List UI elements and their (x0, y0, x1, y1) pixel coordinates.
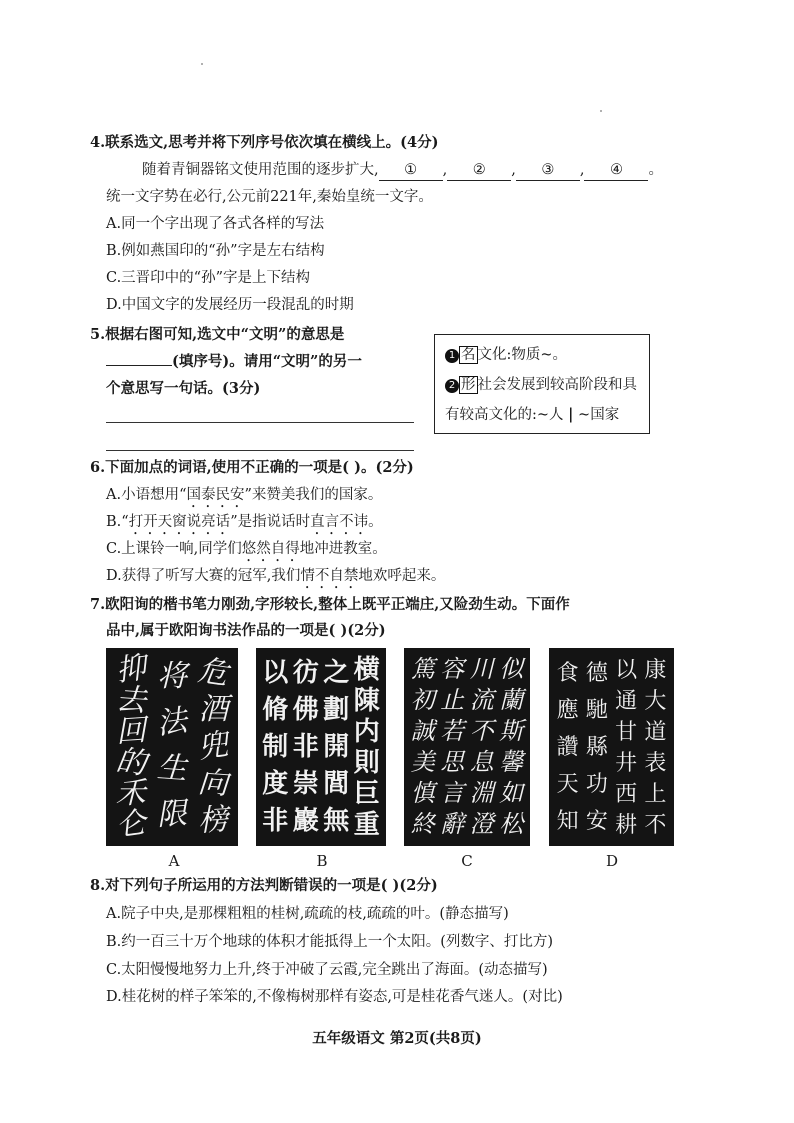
question-4-passage-line-1: 随着青铜器铭文使用范围的逐步扩大, ① , ② , ③ , ④ 。 (142, 160, 663, 181)
circled-number-1: 1 (445, 349, 459, 363)
calligraphy-character: 安 (585, 808, 608, 833)
calligraphy-character: 蘭 (499, 686, 524, 714)
calligraphy-character: 度 (262, 769, 289, 798)
separator: | (568, 406, 574, 423)
scan-speck (201, 63, 203, 65)
calligraphy-character: 辭 (440, 810, 465, 838)
calligraphy-character: 若 (440, 717, 465, 745)
label-c: C (461, 852, 473, 870)
calligraphy-character: 之 (323, 658, 350, 687)
calligraphy-character: 通 (615, 688, 638, 713)
question-6-option-a (106, 485, 382, 511)
definition-box (434, 334, 650, 434)
calligraphy-character: 止 (440, 686, 465, 714)
calligraphy-character: 仑 (113, 805, 148, 844)
calligraphy-character: 的 (113, 743, 148, 782)
question-4-passage-line-2: 统一文字势在必行,公元前221年,秦始皇统一文字。 (106, 189, 433, 205)
question-6-option-c (106, 539, 387, 565)
label-d: D (605, 852, 619, 870)
calligraphy-character: 流 (469, 686, 494, 714)
definition-2-text-2: 有较高文化的:~人 (445, 407, 564, 423)
calligraphy-character: 甘 (615, 719, 638, 744)
answer-blank-3[interactable]: ③ (516, 160, 580, 181)
calligraphy-column (467, 654, 497, 840)
calligraphy-character: 篤 (410, 655, 435, 683)
calligraphy-sample-d (549, 648, 674, 846)
definition-1 (445, 345, 567, 365)
option-text: 。 (368, 514, 383, 530)
calligraphy-character: 無 (323, 806, 350, 835)
calligraphy-sample-a (106, 648, 238, 846)
calligraphy-character: 劃 (323, 695, 350, 724)
option-text: B.“ (106, 514, 129, 530)
question-8-option-c: C.太阳慢慢地努力上升,终于冲破了云霞,完全跳出了海面。(动态描写) (106, 962, 548, 978)
calligraphy-character: 上 (644, 781, 667, 806)
answer-blank-1[interactable]: ① (379, 160, 443, 181)
calligraphy-character: 非 (292, 732, 319, 761)
option-text: C.上课铃一响,同学们 (106, 541, 242, 557)
calligraphy-character: 誠 (410, 717, 435, 745)
question-5-line-2 (106, 352, 362, 372)
calligraphy-character: 縣 (585, 734, 608, 759)
calligraphy-character: 馳 (585, 697, 608, 722)
calligraphy-character: 閭 (323, 769, 350, 798)
dotted-word: 情不自禁 (300, 568, 359, 584)
calligraphy-character: 向 (197, 764, 230, 803)
calligraphy-character: 井 (615, 750, 638, 775)
question-5-line-2-text: (填序号)。请用“文明”的另一 (172, 353, 362, 370)
calligraphy-character: 康 (644, 657, 667, 682)
question-8-option-a: A.院子中央,是那棵粗粗的桂树,疏疏的枝,疏疏的叶。(静态描写) (106, 906, 509, 922)
calligraphy-column (321, 654, 352, 839)
calligraphy-character: 去 (114, 681, 147, 720)
calligraphy-sample-b (256, 648, 386, 846)
question-4-option-b: B.例如燕国印的“孙”字是左右结构 (106, 243, 325, 259)
scan-speck (600, 110, 602, 112)
answer-blank-q5[interactable] (106, 365, 172, 366)
calligraphy-character: 澄 (469, 810, 494, 838)
calligraphy-character: 兜 (196, 727, 231, 766)
calligraphy-character: 生 (155, 749, 189, 788)
calligraphy-character: 彷 (292, 658, 319, 687)
definition-1-text: 文化:物质~。 (477, 347, 568, 363)
dotted-word: 悠然自得 (241, 541, 300, 557)
calligraphy-character: 榜 (197, 801, 230, 840)
calligraphy-column (151, 654, 192, 838)
question-6-option-d (106, 566, 445, 592)
calligraphy-column (193, 654, 234, 839)
calligraphy-character: 制 (262, 732, 289, 761)
calligraphy-character: 抑 (113, 650, 148, 689)
calligraphy-character: 慎 (410, 779, 435, 807)
option-text: A.小语想用“ (106, 487, 187, 503)
question-8-option-b: B.约一百三十万个地球的体积才能抵得上一个太阳。(列数字、打比方) (106, 934, 554, 950)
calligraphy-column (582, 654, 611, 839)
calligraphy-character: 川 (469, 655, 494, 683)
passage-text: 随着青铜器铭文使用范围的逐步扩大, (142, 162, 379, 178)
question-8-title: 8.对下列句子所运用的方法判断错误的一项是( )(2分) (90, 877, 438, 894)
calligraphy-character: 脩 (262, 695, 289, 724)
calligraphy-character: 則 (353, 748, 380, 777)
calligraphy-character: 應 (556, 697, 579, 722)
calligraphy-character: 陳 (353, 686, 380, 715)
question-6-option-b (106, 512, 383, 538)
calligraphy-character: 耕 (615, 812, 638, 837)
calligraphy-character: 内 (353, 717, 380, 746)
dotted-word: 直言不讳 (310, 514, 369, 530)
calligraphy-character: 巨 (353, 779, 380, 808)
answer-blank-4[interactable]: ④ (584, 160, 648, 181)
calligraphy-character: 崇 (292, 769, 319, 798)
answer-blank-2[interactable]: ② (447, 160, 511, 181)
calligraphy-column (497, 654, 527, 840)
calligraphy-character: 法 (154, 703, 190, 742)
question-5-line-1: 5.根据右图可知,选文中“文明”的意思是 (90, 326, 345, 343)
calligraphy-column (553, 654, 582, 839)
answer-line-2[interactable] (106, 450, 414, 451)
calligraphy-character: 言 (440, 779, 465, 807)
part-of-speech-noun: 名 (461, 347, 476, 363)
calligraphy-column (110, 650, 151, 844)
definition-2 (445, 375, 637, 395)
calligraphy-character: 限 (155, 795, 189, 834)
part-of-speech-adjective: 形 (461, 377, 476, 393)
calligraphy-character: 初 (410, 686, 435, 714)
calligraphy-character: 馨 (499, 748, 524, 776)
question-4-option-a: A.同一个字出现了各式各样的写法 (106, 216, 325, 232)
calligraphy-character: 終 (410, 810, 435, 838)
calligraphy-column (352, 654, 383, 840)
calligraphy-column (612, 654, 641, 840)
question-7-line-2: 品中,属于欧阳询书法作品的一项是( )(2分) (106, 622, 386, 639)
calligraphy-column (408, 654, 438, 840)
calligraphy-sample-c (404, 648, 530, 846)
dotted-word: 打开天窗说亮话 (128, 514, 231, 530)
question-8-option-d: D.桂花树的样子笨笨的,不像梅树那样有姿态,可是桂花香气迷人。(对比) (106, 989, 563, 1005)
calligraphy-column (438, 654, 468, 840)
calligraphy-character: 西 (615, 781, 638, 806)
definition-2-text: 社会发展到较高阶段和具 (477, 377, 637, 393)
option-text: D.获得了听写大赛的冠军,我们 (106, 568, 301, 584)
calligraphy-character: 食 (556, 660, 579, 685)
dotted-word: 国泰民安 (186, 487, 245, 503)
option-text: 地欢呼起来。 (358, 568, 446, 584)
question-5-line-3: 个意思写一句话。(3分) (106, 380, 261, 397)
calligraphy-character: 横 (353, 655, 380, 684)
calligraphy-character: 德 (585, 660, 608, 685)
calligraphy-character: 淵 (469, 779, 494, 807)
calligraphy-character: 息 (469, 748, 494, 776)
calligraphy-character: 松 (499, 810, 524, 838)
calligraphy-column (291, 654, 322, 839)
option-text: 地冲进教室。 (299, 541, 387, 557)
calligraphy-character: 功 (585, 771, 608, 796)
circled-number-2: 2 (445, 379, 459, 393)
calligraphy-character: 大 (644, 688, 667, 713)
calligraphy-character: 似 (499, 655, 524, 683)
answer-line-1[interactable] (106, 422, 414, 423)
calligraphy-character: 不 (469, 717, 494, 745)
question-4-option-d: D.中国文字的发展经历一段混乱的时期 (106, 297, 354, 313)
calligraphy-character: 天 (556, 771, 579, 796)
label-b: B (316, 852, 328, 870)
calligraphy-character: 容 (440, 655, 465, 683)
definition-2-text-3: ~国家 (578, 407, 620, 423)
question-7-line-1: 7.欧阳询的楷书笔力刚劲,字形较长,整体上既平正端庄,又险劲生动。下面作 (90, 596, 570, 613)
calligraphy-character: 重 (353, 810, 380, 839)
calligraphy-character: 如 (499, 779, 524, 807)
calligraphy-character: 危 (196, 653, 231, 692)
calligraphy-character: 以 (262, 658, 289, 687)
calligraphy-column (260, 654, 291, 839)
calligraphy-character: 将 (156, 659, 187, 694)
question-4-title: 4.联系选文,思考并将下列序号依次填在横线上。(4分) (90, 134, 439, 151)
calligraphy-character: 知 (556, 808, 579, 833)
calligraphy-character: 不 (644, 812, 667, 837)
calligraphy-character: 巖 (292, 806, 319, 835)
calligraphy-character: 表 (644, 750, 667, 775)
calligraphy-character: 斯 (499, 717, 524, 745)
calligraphy-character: 回 (114, 712, 147, 751)
calligraphy-character: 道 (644, 719, 667, 744)
option-text: ”是指说话时 (230, 514, 311, 530)
calligraphy-character: 佛 (292, 695, 319, 724)
calligraphy-character: 酒 (198, 692, 229, 727)
option-text: ”来赞美我们的国家。 (244, 487, 383, 503)
page-footer: 五年级语文 第2页(共8页) (312, 1030, 482, 1047)
calligraphy-character: 開 (323, 732, 350, 761)
calligraphy-column (641, 654, 670, 840)
calligraphy-character: 讚 (556, 734, 579, 759)
calligraphy-character: 思 (440, 748, 465, 776)
definition-2-continued (445, 405, 619, 425)
label-a: A (168, 852, 180, 870)
question-6-title: 6.下面加点的词语,使用不正确的一项是( )。(2分) (90, 459, 414, 476)
calligraphy-character: 非 (262, 806, 289, 835)
question-4-option-c: C.三晋印中的“孙”字是上下结构 (106, 270, 311, 286)
calligraphy-character: 以 (615, 657, 638, 682)
calligraphy-character: 美 (410, 748, 435, 776)
calligraphy-character: 禾 (115, 776, 146, 811)
